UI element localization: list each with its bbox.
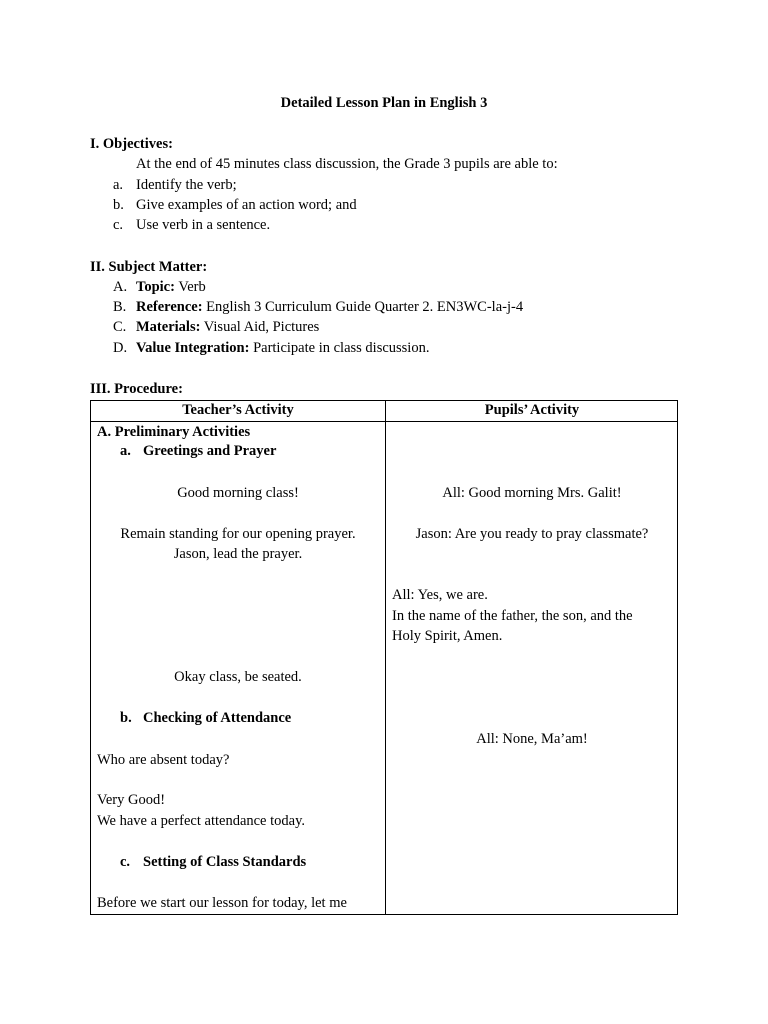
subject-item — [136, 338, 429, 358]
pupil-line: Holy Spirit, Amen. — [392, 628, 503, 644]
subject-item-text: Participate in class discussion. — [253, 340, 430, 356]
pupil-line: All: None, Ma’am! — [476, 731, 588, 747]
subject-item-label: Topic: — [136, 279, 175, 295]
procedure-heading: III. Procedure: — [90, 381, 183, 397]
subject-item-label: Value Integration: — [136, 340, 250, 356]
pupil-line: All: Good morning Mrs. Galit! — [442, 485, 622, 501]
subsection-marker: b. — [120, 710, 132, 726]
teacher-line: Jason, lead the prayer. — [173, 546, 303, 562]
table-column-divider — [385, 400, 386, 915]
greetings-prayer-heading: Greetings and Prayer — [143, 443, 277, 459]
subject-item-text: Verb — [178, 279, 206, 295]
pupil-line: In the name of the father, the son, and the — [392, 608, 633, 624]
subject-item-marker: D. — [113, 340, 128, 356]
objective-item: Use verb in a sentence. — [136, 217, 271, 233]
teacher-line: Who are absent today? — [97, 752, 230, 768]
subject-item — [136, 297, 523, 317]
attendance-heading: Checking of Attendance — [143, 710, 292, 726]
objective-item: Identify the verb; — [136, 177, 237, 193]
objectives-intro: At the end of 45 minutes class discussion, the Grade 3 pupils are able to: — [136, 156, 558, 172]
subject-matter-heading: II. Subject Matter: — [90, 259, 208, 275]
subject-item-label: Reference: — [136, 299, 203, 315]
teacher-line: Before we start our lesson for today, let me — [97, 895, 347, 911]
subsection-marker: a. — [120, 443, 131, 459]
subject-item — [136, 277, 206, 297]
pupil-line: All: Yes, we are. — [392, 587, 488, 603]
objective-marker: b. — [113, 197, 124, 213]
teacher-line: Okay class, be seated. — [174, 669, 302, 685]
subject-item-marker: A. — [113, 279, 128, 295]
teacher-activity-header: Teacher’s Activity — [182, 402, 294, 418]
objectives-heading: I. Objectives: — [90, 136, 173, 152]
pupil-line: Jason: Are you ready to pray classmate? — [415, 526, 649, 542]
subject-item-marker: C. — [113, 319, 127, 335]
subject-item-text: Visual Aid, Pictures — [203, 319, 320, 335]
class-standards-heading: Setting of Class Standards — [143, 854, 307, 870]
teacher-line: Good morning class! — [177, 485, 299, 501]
objective-marker: c. — [113, 217, 124, 233]
subsection-marker: c. — [120, 854, 131, 870]
subject-item-label: Materials: — [136, 319, 201, 335]
preliminary-activities-heading: A. Preliminary Activities — [97, 424, 251, 440]
objective-marker: a. — [113, 177, 124, 193]
pupils-activity-header: Pupils’ Activity — [484, 402, 580, 418]
objective-item: Give examples of an action word; and — [136, 197, 357, 213]
subject-item — [136, 317, 319, 337]
subject-item-text: English 3 Curriculum Guide Quarter 2. EN3WC-la-j-4 — [206, 299, 524, 315]
teacher-line: We have a perfect attendance today. — [97, 813, 306, 829]
teacher-line: Very Good! — [97, 792, 166, 808]
page-title: Detailed Lesson Plan in English 3 — [280, 95, 488, 111]
procedure-table — [90, 400, 678, 915]
subject-item-marker: B. — [113, 299, 127, 315]
teacher-line: Remain standing for our opening prayer. — [120, 526, 356, 542]
